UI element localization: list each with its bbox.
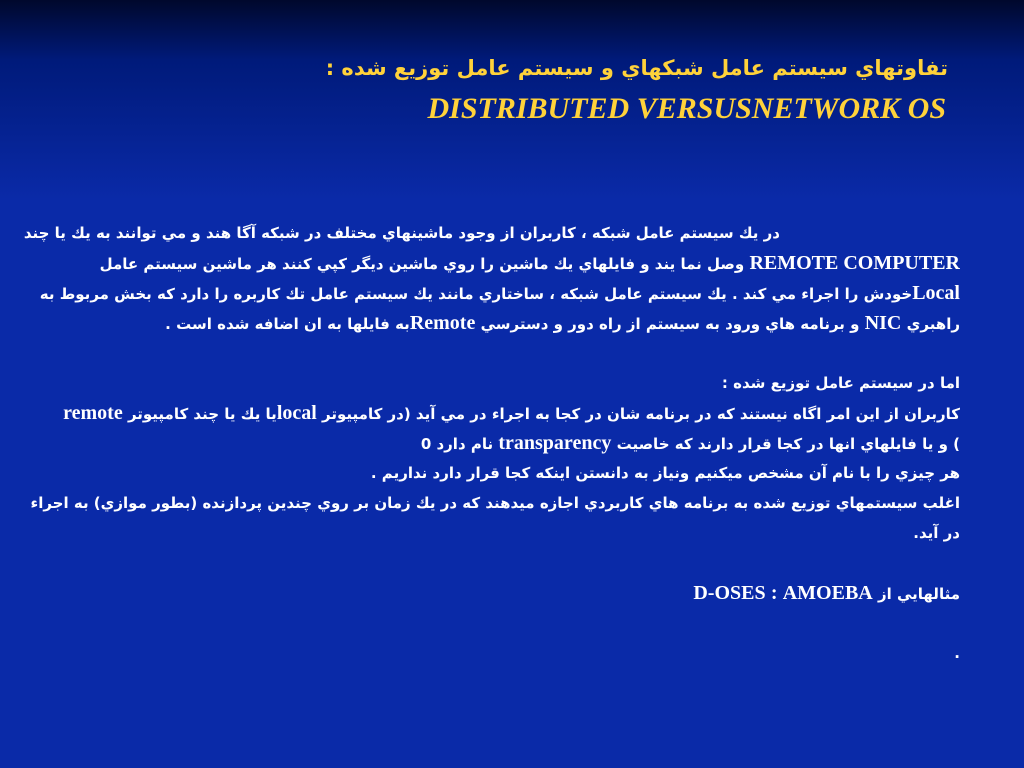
slide-title-english: DISTRIBUTED VERSUSNETWORK OS (427, 92, 946, 125)
para2-line3-b: نام دارد 0 (420, 435, 494, 453)
paragraph-gap-3 (10, 608, 960, 638)
examples-prefix: مثالهايي از (877, 585, 960, 603)
para2-line2-a: كاربران از اين امر اگاه نيستند كه در برنامه شان در كجا به اجراء در مي آيد (در كامپيوتر (322, 405, 960, 423)
para2-line3-a: ) و يا فايلهاي انها در كجا قرار دارند كه خاصيت (616, 435, 960, 453)
para2-line4 (10, 458, 960, 488)
para1-line3 (10, 278, 960, 308)
remote-computer-term: REMOTE COMPUTER (749, 252, 960, 274)
examples-line (10, 578, 960, 608)
local-term: Local (912, 282, 960, 304)
remote-term: Remote (409, 312, 476, 334)
para1-line4 (10, 308, 960, 338)
para2-line3 (10, 428, 960, 458)
para2-line5 (10, 488, 960, 548)
trailing-dot: . (954, 644, 960, 662)
transparency-term: transparency (498, 432, 612, 454)
para1-line1 (10, 218, 960, 248)
para2-line5-text: اغلب سيستمهاي توزيع شده به برنامه هاي كاربردي اجازه ميدهند كه در يك زمان بر روي چندين پردازنده (بطور موازي) به اجراء در آيد. (30, 494, 960, 542)
example-amoeba: AMOEBA (782, 582, 873, 604)
para1-line2-text: وصل نما يند و فايلهاي يك ماشين را روي ماشين ديگر كپي كنند هر ماشين سيستم عامل (99, 255, 745, 273)
para1-line4-mid: و برنامه هاي ورود به سيستم از راه دور و دسترسي (480, 315, 860, 333)
para1-line3-text: خودش را اجراء مي كند . يك سيستم عامل شبكه ، ساختاري مانند يك سيستم عامل تك كاربره را دارد كه بخش مربوط به (39, 285, 913, 303)
paragraph-gap (10, 338, 960, 368)
para2-line2 (10, 398, 960, 428)
para1-line4-pre: راهبري (906, 315, 960, 333)
slide-title-persian: تفاوتهاي سيستم عامل شبكهاي و سيستم عامل توزيع شده : (325, 56, 948, 80)
local-term-2: local (276, 402, 317, 424)
remote-term-2: remote (63, 402, 123, 424)
para1-line2 (10, 248, 960, 278)
para1-line1-text: در يك سيستم عامل شبكه ، كاربران از وجود ماشينهاي مختلف در شبكه آگا هند و مي توانند به يك يا چند (23, 224, 780, 242)
slide-body (10, 218, 960, 668)
example-doses: D-OSES (693, 582, 766, 604)
nic-term: NIC (864, 312, 902, 334)
para2-heading (10, 368, 960, 398)
para2-heading-text: اما در سيستم عامل توزيع شده : (721, 374, 960, 392)
para1-line4-post: به فايلها به ان اضافه شده است . (165, 315, 410, 333)
para2-line2-b: يا يك يا چند كامپيوتر (127, 405, 277, 423)
para2-line4-text: هر چيزي را با نام آن مشخص ميكنيم ونياز به دانستن اينكه كجا قرار دارد نداريم . (370, 464, 960, 482)
trailing-line (10, 638, 960, 668)
example-separator: : (770, 582, 778, 604)
paragraph-gap-2 (10, 548, 960, 578)
